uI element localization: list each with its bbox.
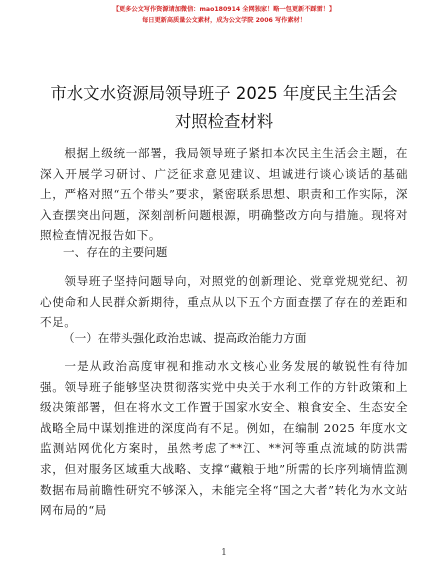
- section-paragraph: 领导班子坚持问题导向，对照党的创新理论、党章党规党纪、初心使命和人民群众新期待，重点从以下五个方面查摆了存在的差距和不足。: [40, 274, 408, 330]
- subsection-paragraph: 一是从政治高度审视和推动水文核心业务发展的敏锐性有待加强。领导班子能够坚决贯彻落实党中央关于水利工作的方针政策和上级决策部署，但在将水文工作置于国家水安全、粮食安全、生态安全战略全局中谋划推进的深度尚有不足。例如，在编制 2025 年度水文监测站网优化方案时，虽然考虑了**江、**河等重点流域的防洪需求，但对服务区域重大战略、支撑“藏粮于地”所需的长序列墒情监测数据布局前瞻性研究不够深入，未能完全将“国之大者”转化为水文站网布局的“局: [40, 359, 408, 518]
- promo-banner: [0, 4, 448, 26]
- subsection-heading: （一）在带头强化政治忠诚、提高政治能力方面: [63, 331, 307, 345]
- page-number: 1: [221, 548, 227, 558]
- intro-paragraph: 根据上级统一部署，我局领导班子紧扣本次民主生活会主题，在深入开展学习研讨、广泛征求意见建议、坦诚进行谈心谈话的基础上，严格对照“五个带头”要求，紧密联系思想、职责和工作实际，深入查摆突出问题，深刻剖析问题根源，明确整改方向与措施。现将对照检查情况报告如下。: [40, 146, 408, 243]
- document-title: 市水文水资源局领导班子 2025 年度民主生活会对照检查材料: [50, 84, 398, 131]
- section-heading: 一、存在的主要问题: [63, 245, 168, 259]
- promo-line-2: 每日更新高质量公文素材，成为公文学院 2006 写作素材！: [142, 17, 306, 24]
- promo-line-1: 【更多公文写作资源请加微信：mao180914 全网独家！略一包更新不踩雷！】: [112, 6, 336, 13]
